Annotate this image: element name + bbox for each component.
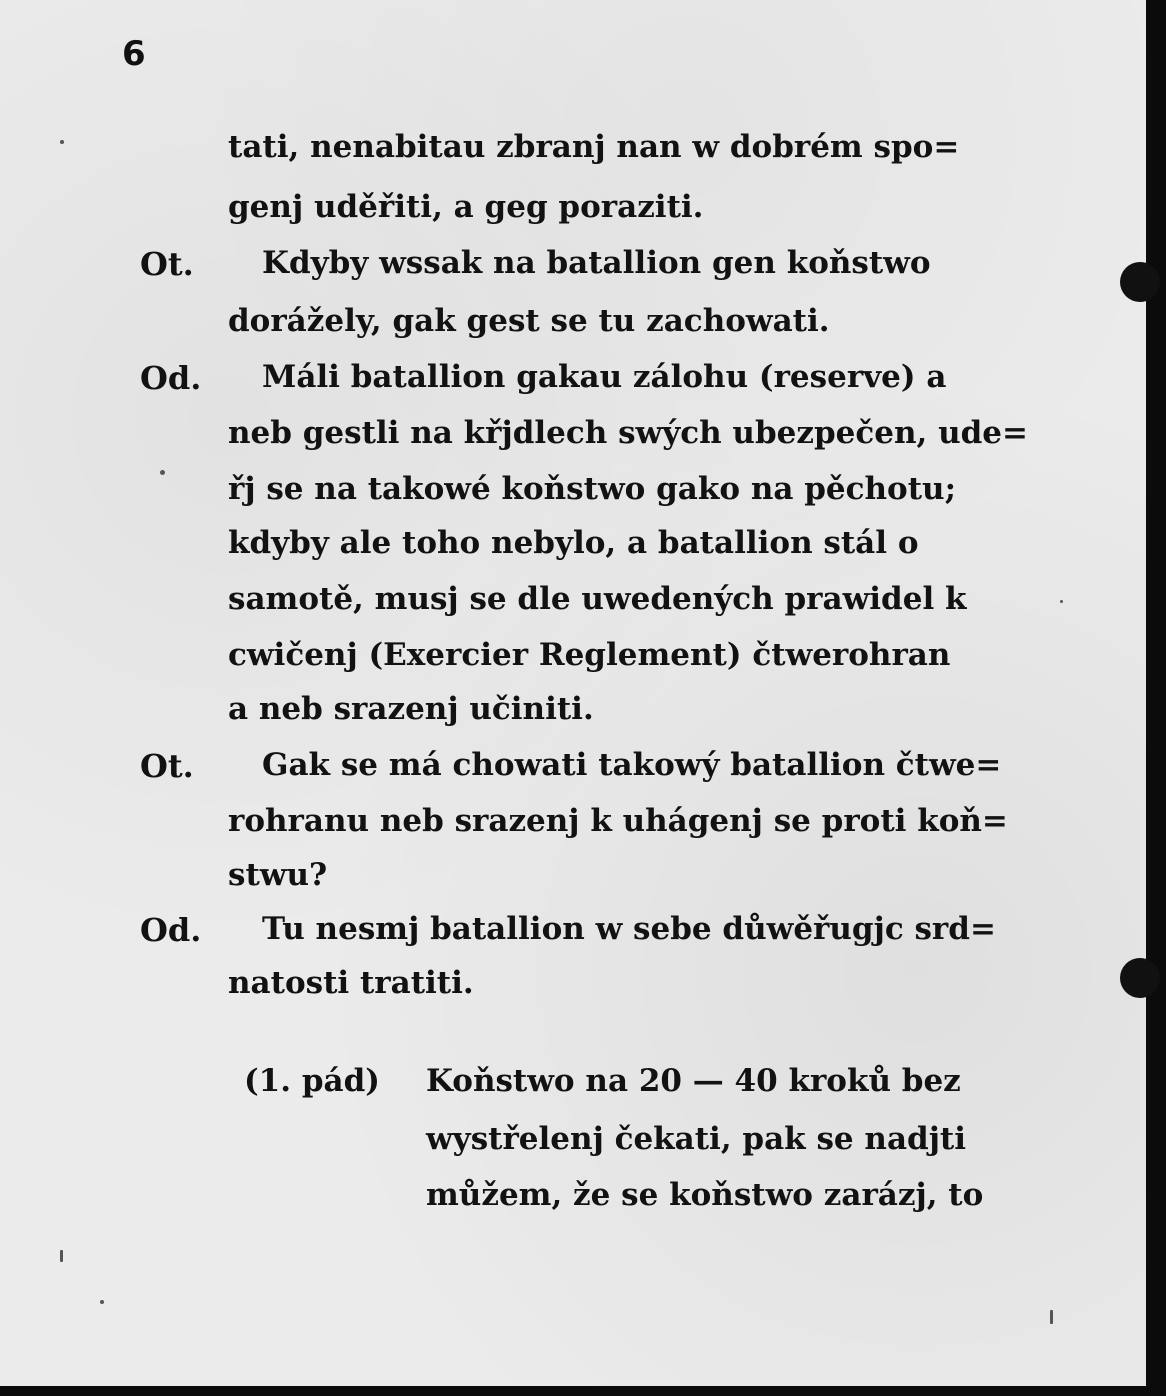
note-line: můžem, že se koňstwo zarázj, to [426, 1177, 984, 1213]
scan-speck [160, 470, 165, 475]
scan-speck [60, 1250, 63, 1262]
speaker-label-answer: Od. [140, 359, 202, 397]
text-line: neb gestli na křjdlech swých ubezpečen, ude= [228, 415, 1029, 451]
scan-speck [60, 140, 64, 144]
text-line: rohranu neb srazenj k uhágenj se proti koň= [228, 803, 1008, 839]
scan-speck [100, 1300, 104, 1304]
text-line: tati, nenabitau zbranj nan w dobrém spo= [228, 129, 960, 165]
text-line: řj se na takowé koňstwo gako na pěchotu; [228, 471, 957, 507]
text-line: cwičenj (Exercier Reglement) čtwerohran [228, 637, 951, 673]
speaker-label-answer: Od. [140, 911, 202, 949]
text-line: dorážely, gak gest se tu zachowati. [228, 303, 830, 339]
note-line: wystřelenj čekati, pak se nadjti [426, 1121, 967, 1157]
scan-speck [1060, 600, 1063, 603]
text-line: Gak se má chowati takowý batallion čtwe= [262, 747, 1002, 783]
speaker-label-question: Ot. [140, 245, 194, 283]
note-line: Koňstwo na 20 — 40 kroků bez [426, 1063, 961, 1099]
text-line: samotě, musj se dle uwedených prawidel k [228, 581, 967, 617]
note-label: (1. pád) [244, 1063, 380, 1099]
scan-speck [1050, 1310, 1053, 1324]
binding-hole [1120, 958, 1160, 998]
text-line: Máli batallion gakau zálohu (reserve) a [262, 359, 947, 395]
text-line: natosti tratiti. [228, 965, 474, 1001]
text-line: stwu? [228, 857, 328, 893]
page-number: 6 [122, 34, 146, 74]
speaker-label-question: Ot. [140, 747, 194, 785]
text-line: a neb srazenj učiniti. [228, 691, 594, 727]
text-line: kdyby ale toho nebylo, a batallion stál o [228, 525, 919, 561]
text-line: genj uděřiti, a geg poraziti. [228, 189, 704, 225]
text-line: Kdyby wssak na batallion gen koňstwo [262, 245, 931, 281]
page-edge-shadow [1146, 0, 1166, 1396]
text-line: Tu nesmj batallion w sebe důwěřugjc srd= [262, 911, 996, 947]
binding-hole [1120, 262, 1160, 302]
